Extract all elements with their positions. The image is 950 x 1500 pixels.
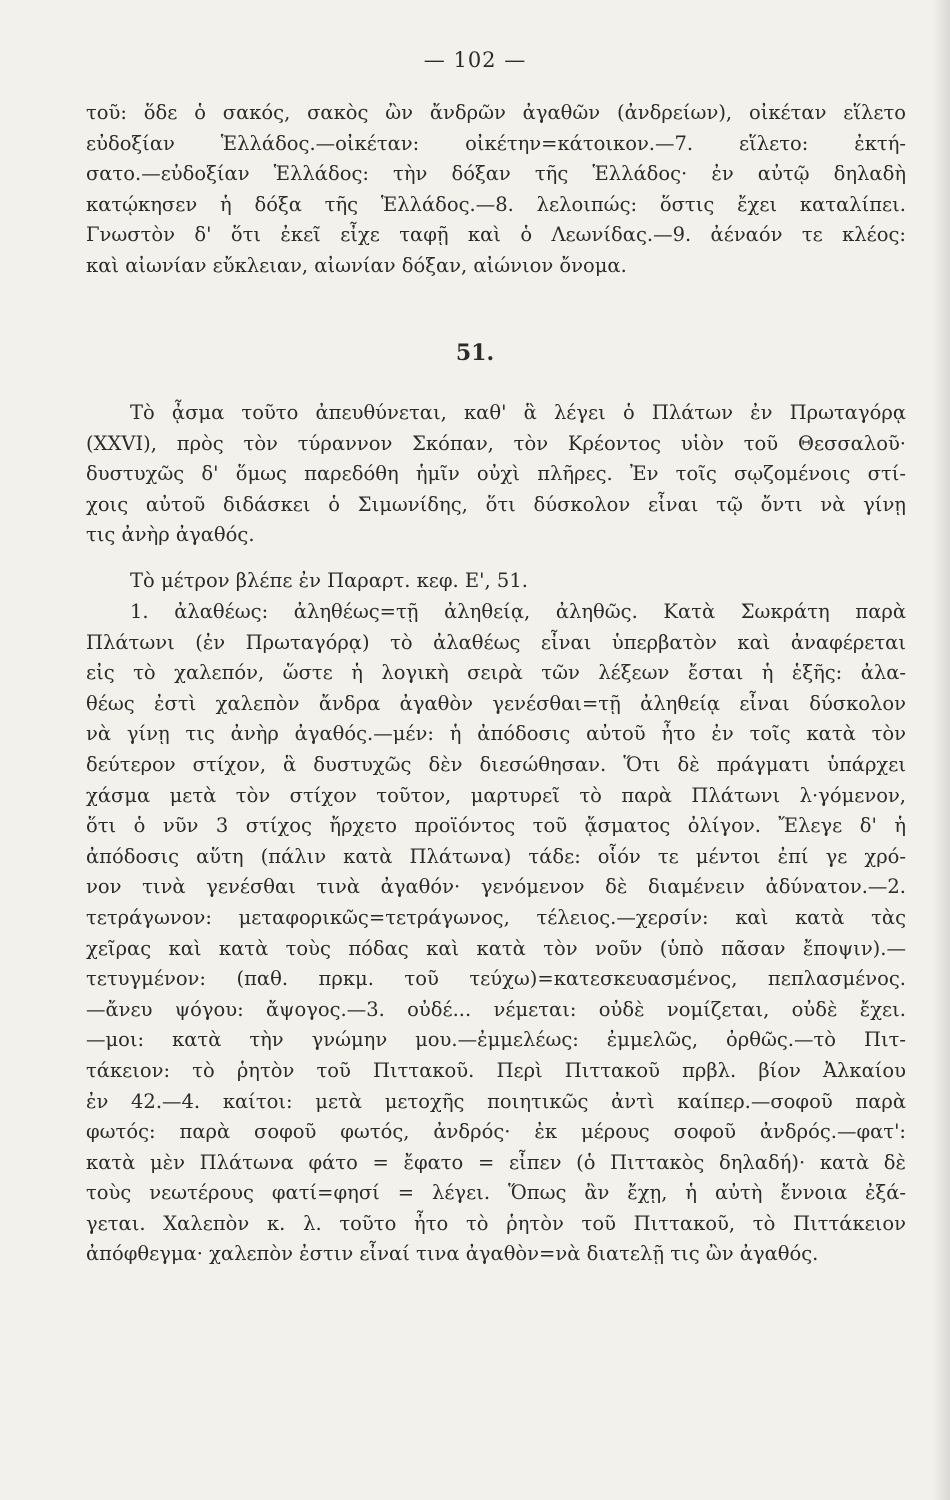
text-line: 1. ἀλαθέως: ἀληθέως=τῇ ἀληθείᾳ, ἀληθῶς. Κατὰ Σωκράτη παρὰ <box>130 600 906 623</box>
text-line: —μοι: κατὰ τὴν γνώμην μου.—ἐμμελέως: ἐμμελῶς, ὀρθῶς.—τὸ Πιτ- <box>86 1028 906 1052</box>
text-line: χάσμα μετὰ τὸν στίχον τοῦτον, μαρτυρεῖ τὸ παρὰ Πλάτωνι λ·γόμενον, <box>86 783 906 807</box>
text-line: σατο.—εὐδοξίαν Ἑλλάδος: τὴν δόξαν τῆς Ἑλλάδος· ἐν αὐτῷ δηλαδὴ <box>86 162 906 186</box>
text-line: δεύτερον στίχον, ἃ δυστυχῶς δὲν διεσώθησαν. Ὅτι δὲ πράγματι ὑπάρχει <box>86 752 906 776</box>
text-line: (XXVI), πρὸς τὸν τύραννον Σκόπαν, τὸν Κρέοντος υἱὸν τοῦ Θεσσαλοῦ· <box>86 431 906 455</box>
text-line: χοις αὐτοῦ διδάσκει ὁ Σιμωνίδης, ὅτι δύσκολον εἶναι τῷ ὄντι νὰ γίνῃ <box>86 492 906 516</box>
text-line: καὶ αἰωνίαν εὔκλειαν, αἰωνίαν δόξαν, αἰώνιον ὄνομα. <box>86 253 627 277</box>
text-line: τάκειον: τὸ ῥητὸν τοῦ Πιττακοῦ. Περὶ Πιττακοῦ πρβλ. βίον Ἀλκαίου <box>86 1058 906 1082</box>
text-line: εὐδοξίαν Ἑλλάδος.—οἰκέταν: οἰκέτην=κάτοικον.—7. εἵλετο: ἐκτή- <box>86 131 906 155</box>
page-edge-shadow <box>932 0 950 1500</box>
page-number: — 102 — <box>423 48 527 72</box>
text-line: τοὺς νεωτέρους φατί=φησί = λέγει. Ὅπως ἂν ἔχῃ, ἡ αὐτὴ ἔννοια ἐξά- <box>86 1181 906 1205</box>
notes-top <box>86 98 906 282</box>
text-line: εἰς τὸ χαλεπόν, ὥστε ἡ λογικὴ σειρὰ τῶν λέξεων ἔσται ἡ ἑξῆς: ἀλα- <box>86 661 906 685</box>
text-line: ἐν 42.—4. καίτοι: μετὰ μετοχῆς ποιητικῶς ἀντὶ καίπερ.—σοφοῦ παρὰ <box>86 1089 906 1113</box>
text-line: Τὸ μέτρον βλέπε ἐν Παραρτ. κεφ. Ε', 51. <box>130 569 528 592</box>
text-line: Τὸ ᾆσμα τοῦτο ἀπευθύνεται, καθ' ἃ λέγει ὁ Πλάτων ἐν Πρωταγόρᾳ <box>130 401 906 424</box>
text-line: ὅτι ὁ νῦν 3 στίχος ἤρχετο προϊόντος τοῦ ᾄσματος ὀλίγον. Ἔλεγε δ' ἡ <box>86 814 906 838</box>
text-line: γεται. Χαλεπὸν κ. λ. τοῦτο ἦτο τὸ ῥητὸν τοῦ Πιττακοῦ, τὸ Πιττάκειον <box>86 1211 906 1235</box>
text-line: —ἄνευ ψόγου: ἄψογος.—3. οὐδέ... νέμεται: οὐδὲ νομίζεται, οὐδὲ ἔχει. <box>86 997 906 1021</box>
text-line: δυστυχῶς δ' ὅμως παρεδόθη ἡμῖν οὐχὶ πλῆρες. Ἐν τοῖς σῳζομένοις στί- <box>86 462 906 486</box>
text-line: ἀπόφθεγμα· χαλεπὸν ἐστιν εἶναί τινα ἀγαθὸν=νὰ διατελῇ τις ὢν ἀγαθός. <box>86 1242 819 1266</box>
text-line: κατῴκησεν ἡ δόξα τῆς Ἑλλάδος.—8. λελοιπώς: ὅστις ἔχει καταλίπει. <box>86 192 906 216</box>
text-line: κατὰ μὲν Πλάτωνα φάτο = ἔφατο = εἶπεν (ὁ Πιττακὸς δηλαδή)· κατὰ δὲ <box>86 1150 906 1174</box>
text-line: ἀπόδοσις αὕτη (πάλιν κατὰ Πλάτωνα) τάδε: οἷόν τε μέντοι ἐπί γε χρό- <box>86 844 906 868</box>
text-line: νὰ γίνῃ τις ἀνὴρ ἀγαθός.—μέν: ἡ ἀπόδοσις αὐτοῦ ἦτο ἐν τοῖς κατὰ τὸν <box>86 722 906 746</box>
text-line: χεῖρας καὶ κατὰ τοὺς πόδας καὶ κατὰ τὸν νοῦν (ὑπὸ πᾶσαν ἔποψιν).— <box>86 936 906 960</box>
text-line: φωτός: παρὰ σοφοῦ φωτός, ἀνδρός· ἐκ μέρους σοφοῦ ἀνδρός.—φατ': <box>86 1120 906 1144</box>
text-line: τετυγμένον: (παθ. πρκμ. τοῦ τεύχω)=κατεσκευασμένος, πεπλασμένος. <box>86 967 906 991</box>
text-line: νον τινὰ γενέσθαι τινὰ ἀγαθόν· γενόμενον δὲ διαμένειν ἀδύνατον.—2. <box>86 875 906 899</box>
text-line: θέως ἐστὶ χαλεπὸν ἄνδρα ἀγαθὸν γενέσθαι=τῇ ἀληθείᾳ εἶναι δύσκολον <box>86 691 906 715</box>
section-number: 51. <box>455 340 495 366</box>
text-line: τις ἀνὴρ ἀγαθός. <box>86 523 255 547</box>
text-line: Πλάτωνι (ἐν Πρωταγόρᾳ) τὸ ἀλαθέως εἶναι ὑπερβατὸν καὶ ἀναφέρεται <box>86 630 906 654</box>
commentary <box>86 597 906 1270</box>
intro-paragraph <box>86 398 906 551</box>
text-line: τοῦ: ὅδε ὁ σακός, σακὸς ὢν ἄνδρῶν ἀγαθῶν (ἀνδρείων), οἰκέταν εἵλετο <box>86 101 906 124</box>
text-line: τετράγωνον: μεταφορικῶς=τετράγωνος, τέλειος.—χερσίν: καὶ κατὰ τὰς <box>86 905 906 929</box>
meter-note <box>86 566 906 597</box>
text-line: Γνωστὸν δ' ὅτι ἐκεῖ εἶχε ταφῇ καὶ ὁ Λεωνίδας.—9. ἀέναόν τε κλέος: <box>86 223 906 247</box>
